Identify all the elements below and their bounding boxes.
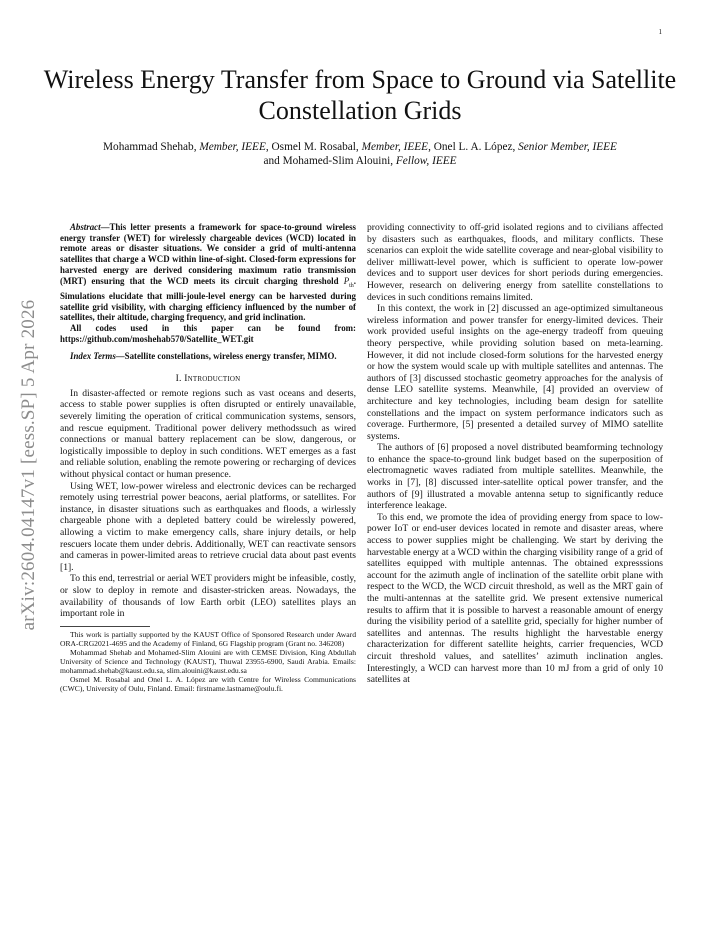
author-name: Osmel M. Rosabal, <box>271 141 362 153</box>
index-terms: Index Terms—Satellite constellations, wireless energy transfer, MIMO. <box>70 350 337 361</box>
code-note: All codes used in this paper can be found from: https://github.com/moshehab570/Satellite_WET.git <box>60 323 356 344</box>
author-name: Mohamed-Slim Alouini, <box>282 155 396 167</box>
arxiv-stamp <box>14 255 44 675</box>
author-list: Mohammad Shehab, Member, IEEE, Osmel M. Rosabal, Member, IEEE, Onel L. A. López, Senior Member, IEEE and Mohamed-Slim Alouini, Fellow, IEEE <box>103 141 617 167</box>
abstract: Abstract—This letter presents a framework for space-to-ground wireless energy transfer (WET) for wirelessly chargeable devices (WCD) located in remote areas or disaster situations. We consider a grid of multi-antenna satellites that charge a WCD within line-of-sight. Closed-form expressions for harvested energy are derived considering maximum ratio transmission (MRT) ensuring that the WCD meets its circuit charging threshold $P_{th}$. Simulations elucidate that milli-joule-level energy can be harvested during satellite grid visibility, with charging efficiency influenced by the number of satellites, their altitude, charging frequency, and grid inclination. <box>60 222 356 323</box>
footnote: Osmel M. Rosabal and Onel L. A. López are with Centre for Wireless Communications (CWC), University of Oulu, Finland. Email: firstname.lastname@oulu.fi. <box>60 674 356 693</box>
left-column <box>60 222 356 693</box>
author-name: Mohammad Shehab, <box>103 141 200 153</box>
index-terms-label: Index Terms <box>70 350 116 361</box>
footnote-rule <box>60 626 150 627</box>
paper-title: Wireless Energy Transfer from Space to Ground via Satellite Constellation Grids <box>43 65 677 125</box>
threshold-symbol: P <box>343 275 350 286</box>
footnote: This work is partially supported by the KAUST Office of Sponsored Research under Award ORA-CRG2021-4695 and the Academy of Finland, 6G Flagship program (Grant no. 346208) <box>60 629 356 648</box>
author-role: Senior Member, IEEE <box>518 141 617 153</box>
author-name: Onel L. A. López, <box>433 141 519 153</box>
author-role: Fellow, IEEE <box>395 155 457 167</box>
section-heading: I. Introduction <box>175 373 241 385</box>
paragraph: providing connectivity to off-grid isolated regions and to civilians affected by disasters such as earthquakes, floods, and military conflicts. These scenarios can exploit the wide satellite coverage and near-global visibility to deliver milliwatt-level power, which is sufficient to operate low-power devices and to support user devices for short periods during emergencies. However, research on delivering energy from satellite constellations to devices in such conditions remains limited. <box>367 222 663 303</box>
footnote: Mohammad Shehab and Mohamed-Slim Alouini are with CEMSE Division, King Abdullah University of Science and Technology (KAUST), Thuwal 23955-6900, Saudi Arabia. Emails: mohammad.shehab@kaust.edu.sa, slim.alouini@kaust.edu.sa <box>60 647 356 675</box>
paragraph: In this context, the work in [2] discussed an age-optimized simultaneous wireless information and power transfer for energy-limited devices. Their work provided useful insights on the age-energy tradeoff from queuing theory perspective, while providing solution based on meta-learning. However, it did not include closed-form solutions for the harvested energy or how the system would scale up with multiple satellites and antennas. The authors of [3] discussed stochastic geometry approaches for the analysis of dense LEO satellite systems. Meanwhile, [4] provided an overview of architecture and key technologies, including beam design for satellite constellations and the impact on system performance indicators such as coverage. Furthermore, [5] presented a detailed survey of MIMO satellite systems. <box>367 303 663 442</box>
author-role: Member, IEEE <box>361 141 429 153</box>
abstract-label: Abstract <box>70 222 101 232</box>
paragraph: Using WET, low-power wireless and electronic devices can be recharged remotely using terrestrial power beacons, aerial platforms, or satellites. For instance, in disaster situations such as earthquakes and floods, a wirlessly chargeable phone with a depleted battery could be wirelessly powered, allowing a victim to make emergency calls, share injury details, or help rescuers locate them under debris. Additionally, WET can reactivate sensors and cameras in power-limited areas to retrieve crucial data about past events [1]. <box>60 480 356 573</box>
page-number: 1 <box>658 28 662 36</box>
right-column <box>367 222 663 686</box>
arxiv-stamp-text: arXiv:2604.04147v1 [eess.SP] 5 Apr 2026 <box>18 299 39 631</box>
paragraph: The authors of [6] proposed a novel distributed beamforming technology to enhance the space-to-ground link budget based on the superposition of electromagnetic waves radiated from multiple satellites. Meanwhile, the works in [7], [8] discussed inter-satellite optical power transfer, and the authors of [9] illustrated a movable antenna setup to significantly reduce interference leakage. <box>367 442 663 512</box>
paragraph: To this end, terrestrial or aerial WET providers might be infeasible, costly, or slow to deploy in remote and disaster-stricken areas. Nowadays, the availability of thousands of low Earth orbit (LEO) satellites plays an important role in <box>60 573 356 620</box>
author-role: Member, IEEE <box>199 141 266 153</box>
paragraph: In disaster-affected or remote regions such as vast oceans and deserts, access to stable power supplies is often disrupted or entirely unavailable, severely limiting the operation of critical communication systems, sensors, and rescue equipment. Traditional power delivery methodssuch as wired connections or manual battery replacement can be slow, dangerous, or logistically impossible to deploy in such conditions. WET emerges as a fast and reliable solution, enabling the remote powering or recharging of devices without physical contact or human presence. <box>60 387 356 480</box>
paragraph: To this end, we promote the idea of providing energy from space to low-power IoT or end-user devices located in remote and disaster areas, where access to power supplies might be challenging. We start by deriving the harvestable energy at a WCD within the charging visibility range of a grid of satellites equipped with multiple antennas. The obtained expresssions account for the azimuth angle of inclination of the satellite orbit plane with respect to the WCD, the WCD circuit threshold, as well as the MRT gain of the multi-antennas at the satellite grid. We present extensive numerical results to affirm that it is possible to harvest a reasonable amount of energy during the visibility period of a satellite grid, specially for higher number of satellites and antennas. The results highlight the harvestable energy characterization for different satellite heights, carrier frequencies, WCD circuit threshold values, and satellites’ azimuth inclination angles. Interestingly, a WCD can harvest more than 10 mJ from a grid of only 10 satellites at <box>367 511 663 686</box>
